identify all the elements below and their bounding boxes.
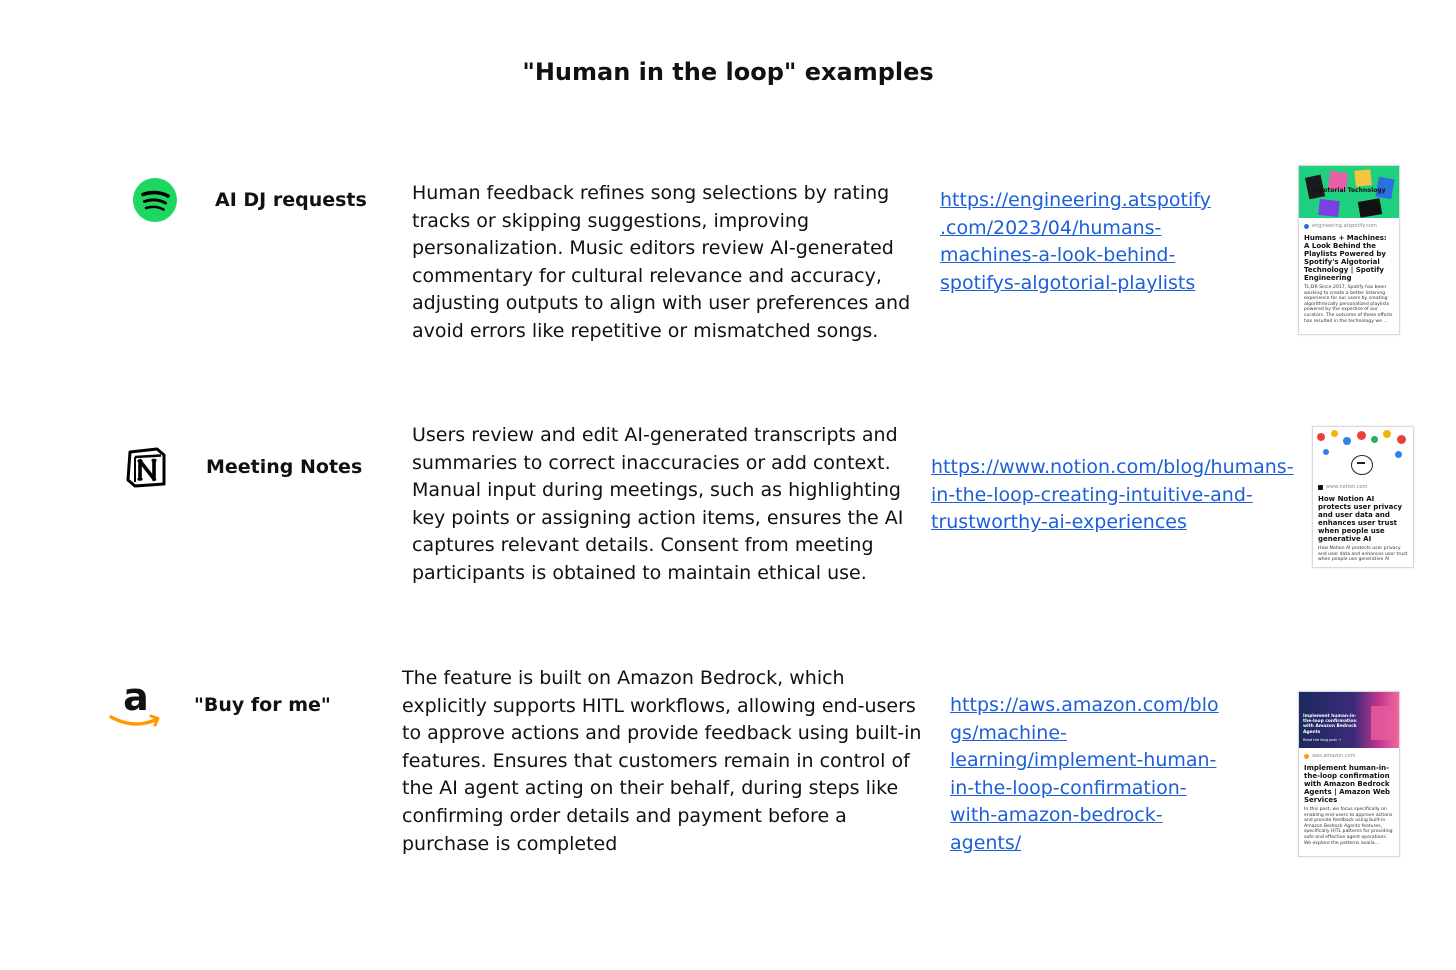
notion-icon <box>125 446 167 488</box>
preview-domain-text: www.notion.com <box>1326 484 1368 490</box>
preview-title: Humans + Machines: A Look Behind the Playlists Powered by Spotify's Algotorial Technology | Spotify Engineering <box>1304 234 1387 282</box>
preview-domain <box>1299 218 1399 229</box>
description-line: Manual input during meetings, such as highlighting <box>412 479 901 502</box>
description-line: features. Ensures that customers remain in control of <box>402 749 910 772</box>
description-line: participants is obtained to maintain ethical use. <box>412 561 867 584</box>
example-label: Meeting Notes <box>206 456 363 478</box>
link-line[interactable]: https://aws.amazon.com/blo <box>950 694 1219 716</box>
preview-domain <box>1299 748 1399 759</box>
preview-image <box>1299 166 1399 218</box>
description-line: The feature is built on Amazon Bedrock, which <box>402 667 845 689</box>
preview-domain-text: engineering.atspotify.com <box>1312 223 1377 229</box>
preview-image <box>1299 692 1399 748</box>
aws-article-link[interactable] <box>950 692 1219 858</box>
preview-title: How Notion AI protects user privacy and user data and enhances user trust when people use generative AI <box>1318 495 1403 543</box>
aws-link-preview[interactable] <box>1298 691 1400 857</box>
preview-domain-text: aws.amazon.com <box>1312 753 1356 759</box>
link-line[interactable]: learning/implement-human- <box>950 749 1217 772</box>
description-line: captures relevant details. Consent from meeting <box>412 534 874 557</box>
description-line: the AI agent acting on their behalf, during steps like <box>402 777 899 800</box>
description-line: personalization. Music editors review AI-generated <box>412 237 894 260</box>
description-line: purchase is completed <box>402 832 618 855</box>
preview-title: Implement human-in-the-loop confirmation with Amazon Bedrock Agents | Amazon Web Services <box>1304 764 1391 804</box>
page-title: "Human in the loop" examples <box>522 58 934 86</box>
description-line: Human feedback refines song selections by rating <box>412 182 890 204</box>
preview-body: In this post, we focus specifically on enabling end-users to approve actions and provide feedback using built-in Amazon Bedrock Agents features, specifically HITL patterns for providing safe and effective agent operations. We explore the patterns availa... <box>1304 807 1393 846</box>
example-description <box>412 422 903 588</box>
description-line: explicitly supports HITL workflows, allowing end-users <box>402 694 916 717</box>
amazon-icon <box>107 678 165 734</box>
example-label: "Buy for me" <box>194 694 331 716</box>
example-row-notion <box>0 420 1456 620</box>
link-line[interactable]: in-the-loop-creating-intuitive-and- <box>931 483 1253 506</box>
description-line: Users review and edit AI-generated transcripts and <box>412 424 898 446</box>
spotify-link-preview[interactable] <box>1298 165 1400 335</box>
example-row-amazon <box>0 662 1456 862</box>
description-line: tracks or skipping suggestions, improving <box>412 209 810 232</box>
notion-link-preview[interactable] <box>1312 426 1414 568</box>
preview-body: TL;DR Since 2017, Spotify has been working to create a better listening experience for our users by creating algorithmically personalized playlists powered by the expertise of our curators. The outcome of these efforts has resulted in the technology we ... <box>1304 285 1393 324</box>
description-line: to approve actions and provide feedback using built-in <box>402 722 922 745</box>
link-line[interactable]: https://engineering.atspotify <box>940 189 1211 211</box>
description-line: avoid errors like repetitive or mismatched songs. <box>412 319 879 342</box>
preview-body: How Notion AI protects user privacy and user data and enhances user trust when people use generative AI <box>1318 546 1408 563</box>
favicon-icon <box>1318 485 1323 490</box>
link-line[interactable]: with-amazon-bedrock- <box>950 804 1163 827</box>
preview-banner-text: Implement human-in-the-loop confirmation with Amazon Bedrock Agents <box>1303 714 1357 735</box>
example-row-spotify <box>0 160 1456 360</box>
link-line[interactable]: https://www.notion.com/blog/humans- <box>931 456 1294 478</box>
preview-image <box>1313 427 1413 479</box>
link-line[interactable]: agents/ <box>950 831 1022 854</box>
spotify-article-link[interactable] <box>940 187 1211 297</box>
description-line: adjusting outputs to align with user preferences and <box>412 292 911 315</box>
description-line: commentary for cultural relevance and accuracy, <box>412 264 882 287</box>
description-line: confirming order details and payment before a <box>402 804 847 827</box>
link-line[interactable]: in-the-loop-confirmation- <box>950 776 1187 799</box>
example-description <box>412 180 910 346</box>
favicon-icon <box>1304 224 1309 229</box>
description-line: summaries to correct inaccuracies or add context. <box>412 451 891 474</box>
link-line[interactable]: .com/2023/04/humans- <box>940 216 1162 239</box>
example-label: AI DJ requests <box>215 189 367 211</box>
link-line[interactable]: gs/machine- <box>950 721 1067 744</box>
preview-domain <box>1313 479 1413 490</box>
notion-article-link[interactable] <box>931 454 1294 537</box>
link-line[interactable]: trustworthy-ai-experiences <box>931 511 1187 534</box>
spotify-icon <box>133 178 177 222</box>
link-line[interactable]: spotifys-algotorial-playlists <box>940 271 1196 294</box>
description-line: key points or assigning action items, ensures the AI <box>412 506 904 529</box>
favicon-icon <box>1304 754 1309 759</box>
link-line[interactable]: machines-a-look-behind- <box>940 244 1176 267</box>
svg-text:a: a <box>123 678 149 719</box>
example-description <box>402 665 921 858</box>
preview-banner-text: Algotorial Technology <box>1312 187 1386 194</box>
preview-banner-cta: Read the blog post → <box>1303 738 1342 742</box>
